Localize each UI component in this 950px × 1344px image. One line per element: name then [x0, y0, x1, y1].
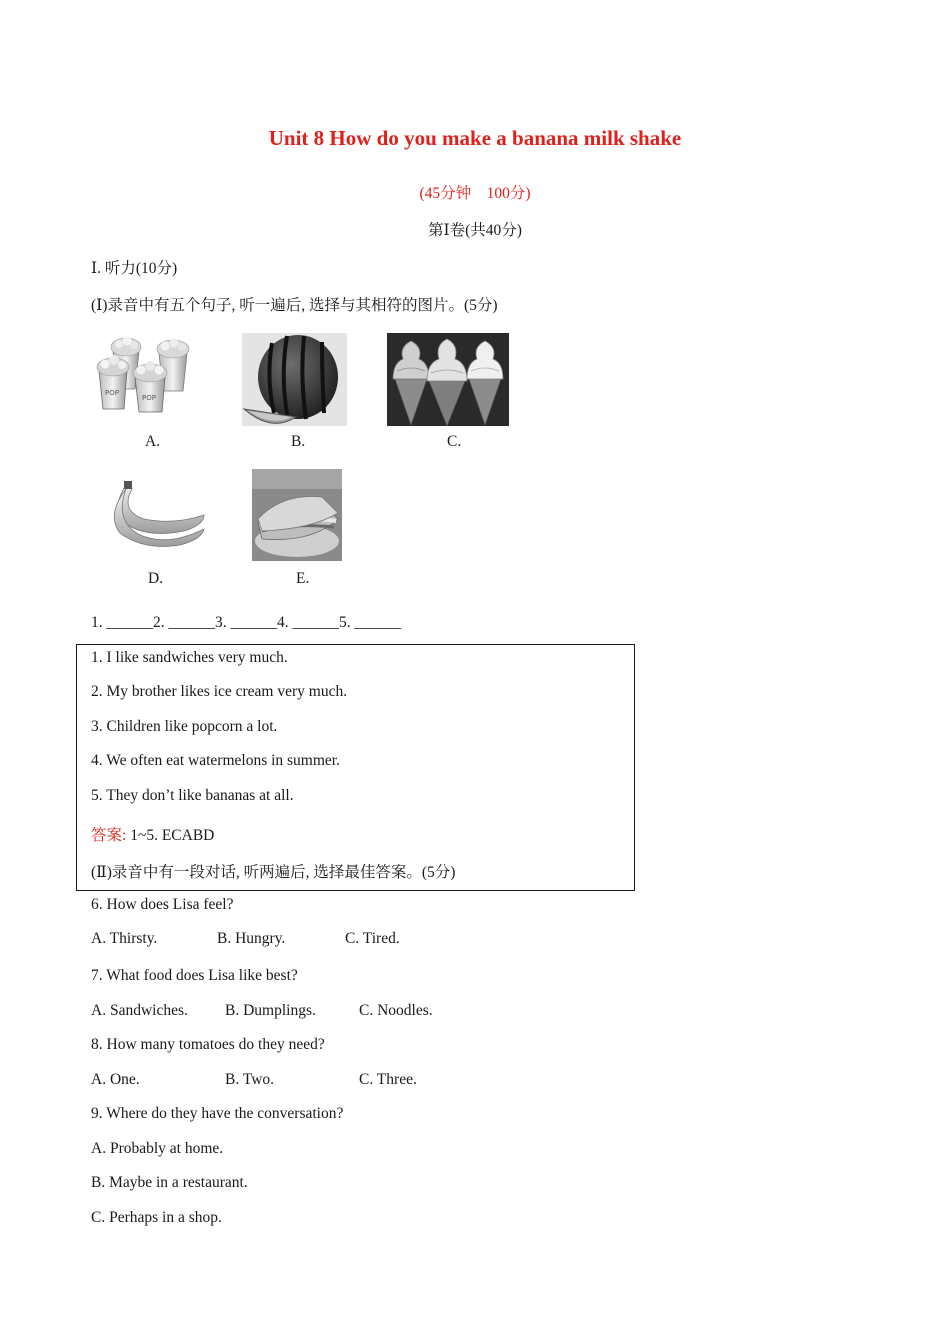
question-9-option-b: B. Maybe in a restaurant.: [91, 1174, 248, 1191]
svg-text:POP: POP: [105, 389, 119, 397]
question-7-option-a: A. Sandwiches.: [91, 1002, 188, 1019]
transcript-line-3: 3. Children like popcorn a lot.: [91, 718, 278, 735]
svg-text:POP: POP: [142, 394, 156, 402]
picture-label-b: B.: [291, 433, 306, 450]
question-6-option-a: A. Thirsty.: [91, 930, 158, 947]
picture-label-c: C.: [447, 433, 462, 450]
question-8: 8. How many tomatoes do they need?: [91, 1036, 325, 1053]
question-9: 9. Where do they have the conversation?: [91, 1105, 344, 1122]
document-title: Unit 8 How do you make a banana milk shake: [268, 126, 682, 150]
picture-label-d: D.: [148, 570, 164, 587]
part1-instruction: (Ⅰ)录音中有五个句子, 听一遍后, 选择与其相符的图片。(5分): [91, 297, 498, 314]
answer-key: [91, 823, 214, 845]
picture-label-e: E.: [296, 570, 310, 587]
sandwich-icon: [252, 469, 342, 561]
transcript-line-4: 4. We often eat watermelons in summer.: [91, 752, 340, 769]
question-8-option-a: A. One.: [91, 1071, 140, 1088]
answer-label: 答案:: [91, 827, 127, 844]
question-6-option-c: C. Tired.: [345, 930, 400, 947]
section-heading-listening: Ⅰ. 听力(10分): [91, 260, 178, 277]
transcript-line-2: 2. My brother likes ice cream very much.: [91, 683, 348, 700]
transcript-line-1: 1. I like sandwiches very much.: [91, 649, 288, 666]
answer-blanks: 1. ______2. ______3. ______4. ______5. ______: [91, 614, 401, 631]
volume-heading: 第Ⅰ卷(共40分): [428, 222, 522, 239]
transcript-line-5: 5. They don’t like bananas at all.: [91, 787, 294, 804]
question-7-option-b: B. Dumplings.: [225, 1002, 316, 1019]
question-9-option-a: A. Probably at home.: [91, 1140, 224, 1157]
part2-instruction: (Ⅱ)录音中有一段对话, 听两遍后, 选择最佳答案。(5分): [91, 864, 456, 881]
banana-icon: [104, 481, 208, 549]
question-7: 7. What food does Lisa like best?: [91, 967, 298, 984]
question-8-option-b: B. Two.: [225, 1071, 275, 1088]
question-9-option-c: C. Perhaps in a shop.: [91, 1209, 222, 1226]
question-8-option-c: C. Three.: [359, 1071, 417, 1088]
question-6-option-b: B. Hungry.: [217, 930, 286, 947]
question-6: 6. How does Lisa feel?: [91, 896, 234, 913]
picture-label-a: A.: [145, 433, 161, 450]
answer-value: 1~5. ECABD: [126, 827, 215, 844]
watermelon-icon: [242, 333, 347, 426]
popcorn-icon: [95, 333, 202, 413]
ice-cream-icon: [387, 333, 509, 426]
time-score: (45分钟 100分): [419, 185, 531, 202]
question-7-option-c: C. Noodles.: [359, 1002, 433, 1019]
